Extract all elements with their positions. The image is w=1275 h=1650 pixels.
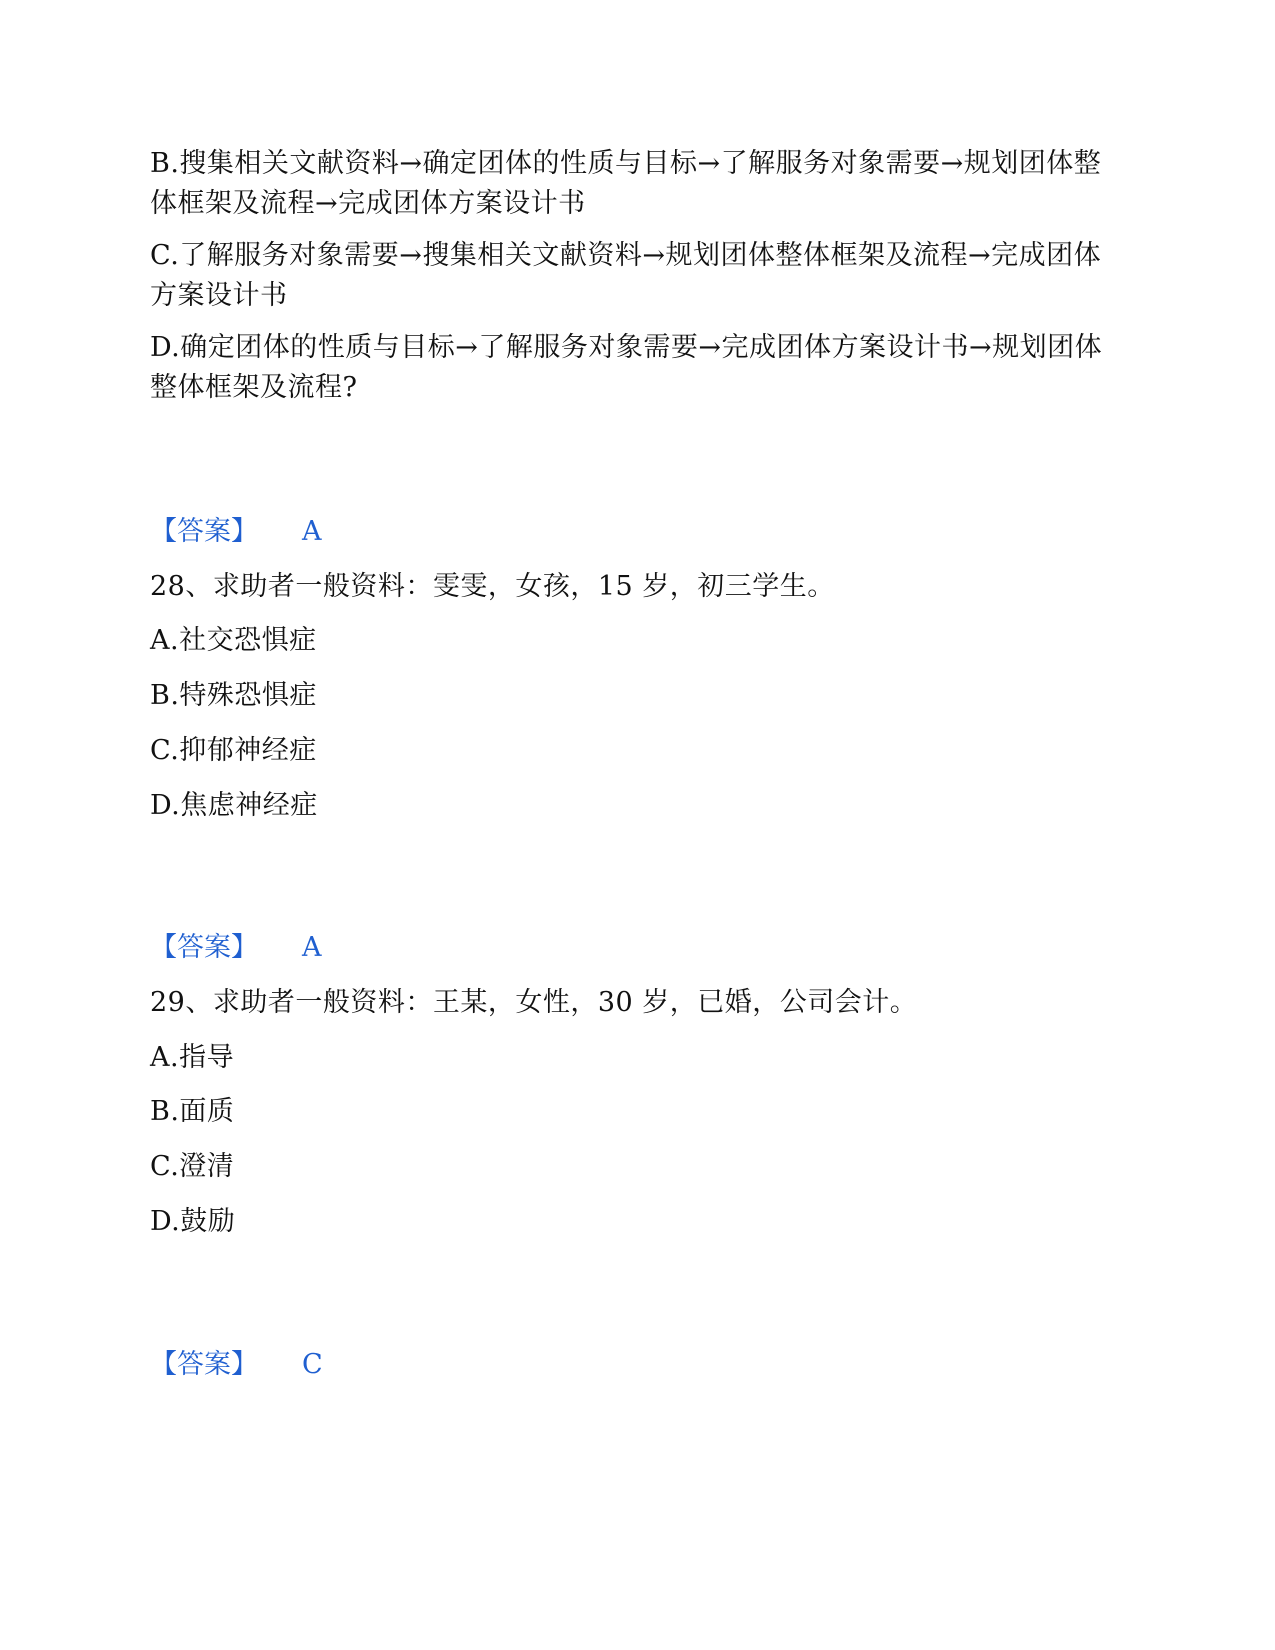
q28-option-b: B.特殊恐惧症 <box>150 680 317 711</box>
q29-option-a: A.指导 <box>150 1042 235 1073</box>
answer-label: 【答案】 <box>150 516 258 547</box>
q27-option-c: C.了解服务对象需要→搜集相关文献资料→规划团体整体框架及流程→完成团体方案设计书 <box>150 240 1102 311</box>
answer-value: C <box>302 1349 323 1380</box>
answer-label: 【答案】 <box>150 1349 258 1380</box>
q28-option-d: D.焦虑神经症 <box>150 790 318 821</box>
q28-answer <box>150 928 322 968</box>
q29-option-c: C.澄清 <box>150 1151 235 1182</box>
q29-answer <box>150 1345 323 1385</box>
answer-label: 【答案】 <box>150 932 258 963</box>
q29-option-b: B.面质 <box>150 1096 235 1127</box>
q27-answer <box>150 512 322 552</box>
q27-option-b: B.搜集相关文献资料→确定团体的性质与目标→了解服务对象需要→规划团体整体框架及流程→完成团体方案设计书 <box>150 148 1102 219</box>
q28-option-c: C.抑郁神经症 <box>150 735 317 766</box>
answer-value: A <box>302 516 322 547</box>
q28-option-a: A.社交恐惧症 <box>150 625 317 656</box>
q29-question: 29、求助者一般资料：王某，女性，30 岁，已婚，公司会计。 <box>150 987 918 1018</box>
answer-value: A <box>302 932 322 963</box>
q29-option-d: D.鼓励 <box>150 1206 236 1237</box>
q27-option-d: D.确定团体的性质与目标→了解服务对象需要→完成团体方案设计书→规划团体整体框架及流程? <box>150 332 1103 403</box>
q28-question: 28、求助者一般资料：雯雯，女孩，15 岁，初三学生。 <box>150 571 835 602</box>
